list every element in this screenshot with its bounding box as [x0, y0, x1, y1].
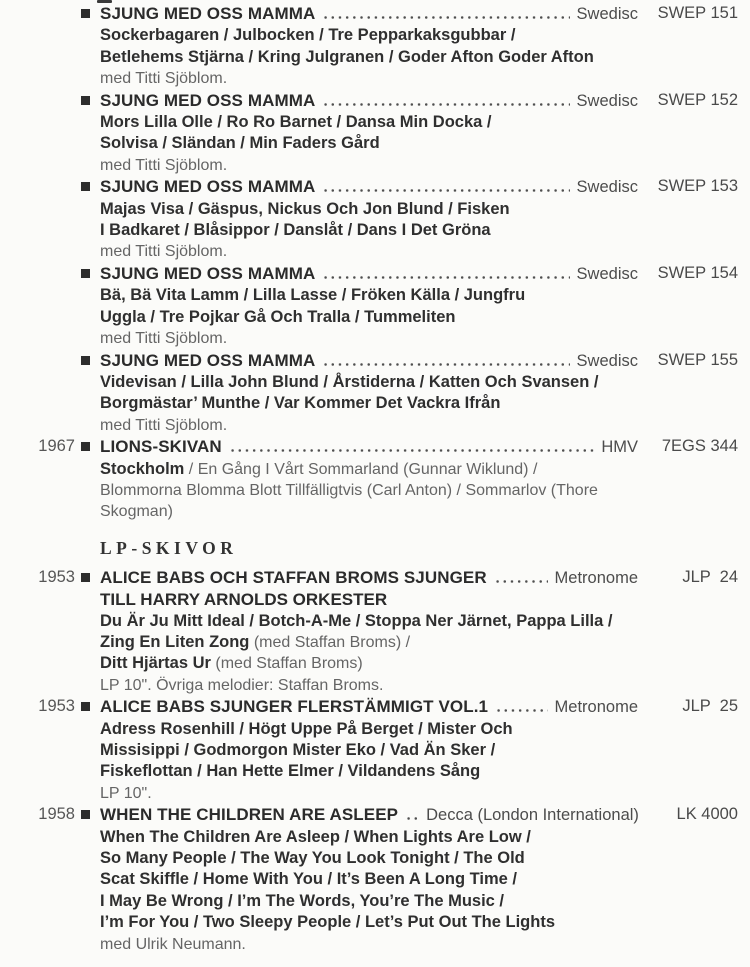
- catalog-number: JLP 25: [682, 697, 738, 716]
- entry-title: SJUNG MED OSS MAMMA: [100, 263, 316, 283]
- credit-text: med Titti Sjöblom.: [100, 330, 228, 348]
- credit-text: med Titti Sjöblom.: [100, 416, 228, 434]
- track-titles-text: Sockerbagaren / Julbocken / Tre Pepparkaksgubbar /: [100, 26, 516, 45]
- catalog-number: SWEP 152: [657, 90, 738, 109]
- catalog-number: JLP 24: [682, 567, 738, 586]
- track-list-line: [100, 719, 638, 740]
- bullet-square-icon: [81, 442, 90, 451]
- entry-content: [100, 3, 638, 90]
- track-list-line: [100, 848, 638, 869]
- track-list-line: [100, 675, 638, 696]
- credit-text: LP 10".: [100, 784, 152, 802]
- bullet-cell: [75, 567, 100, 588]
- dot-leader-icon: [494, 580, 548, 583]
- entry-title: SJUNG MED OSS MAMMA: [100, 4, 316, 23]
- entry-year: 1953: [38, 567, 75, 586]
- track-list-line: [100, 328, 638, 349]
- track-list-line: [100, 891, 638, 912]
- dot-leader-icon: [322, 103, 569, 106]
- record-label: Swedisc: [576, 91, 638, 110]
- bullet-cell: [75, 263, 100, 284]
- track-list-line: [100, 155, 638, 176]
- track-list-line: [100, 827, 638, 848]
- entry-year: 1958: [38, 805, 75, 824]
- entry-title-row: [100, 350, 638, 372]
- track-titles-text: Betlehems Stjärna / Kring Julgranen / Goder Afton Goder Afton: [100, 47, 594, 66]
- credit-text: LP 10". Övriga melodier: Staffan Broms.: [100, 676, 384, 694]
- bullet-square-icon: [81, 269, 90, 278]
- track-list-line: [100, 783, 638, 804]
- track-titles-text: I’m For You / Two Sleepy People / Let’s Put Out The Lights: [100, 913, 556, 932]
- track-titles-text: Bä, Bä Vita Lamm / Lilla Lasse / Fröken Källa / Jungfru: [100, 286, 526, 305]
- entry-title-row: [100, 436, 638, 458]
- dot-leader-icon: [229, 449, 595, 452]
- credit-text: med Titti Sjöblom.: [100, 156, 228, 174]
- entry-content: [100, 567, 638, 696]
- bullet-cell: [75, 90, 100, 111]
- catalog-number: LK 4000: [676, 805, 738, 824]
- bullet-cell: [75, 804, 100, 825]
- track-list-line: [100, 112, 638, 133]
- entry-title-row: [100, 567, 638, 589]
- entry: [12, 436, 738, 523]
- credit-text: / En Gång I Vårt Sommarland (Gunnar Wiklund) /: [184, 460, 538, 478]
- bullet-square-icon: [81, 9, 90, 18]
- track-list-line: [100, 133, 638, 154]
- track-list-line: [100, 459, 638, 480]
- catalog-number: SWEP 155: [657, 350, 738, 369]
- entry-content: [100, 263, 638, 350]
- bullet-square-icon: [81, 702, 90, 711]
- entry-title: LIONS-SKIVAN: [100, 437, 222, 457]
- entry-content: [100, 350, 638, 437]
- entry: [12, 696, 738, 804]
- entry-content: [100, 696, 638, 804]
- track-titles-text: Adress Rosenhill / Högt Uppe På Berget / Mister Och: [100, 719, 513, 738]
- track-list-line: [100, 761, 638, 782]
- entry-title-row: [100, 804, 638, 826]
- bullet-square-icon: [81, 810, 90, 819]
- entry-title: WHEN THE CHILDREN ARE ASLEEP: [100, 805, 399, 825]
- dot-leader-icon: [495, 709, 547, 712]
- track-titles-text: Du Är Ju Mitt Ideal / Botch-A-Me / Stoppa Ner Järnet, Pappa Lilla /: [100, 611, 613, 630]
- dot-leader-icon: [322, 363, 569, 366]
- entry-title: SJUNG MED OSS MAMMA: [100, 90, 316, 110]
- bullet-square-icon: [81, 573, 90, 582]
- entry: [12, 263, 738, 350]
- track-titles-text: Majas Visa / Gäspus, Nickus Och Jon Blund / Fisken: [100, 199, 510, 218]
- catalog-number: SWEP 153: [657, 177, 738, 196]
- entry-title-row: [100, 696, 638, 718]
- record-label: Swedisc: [576, 5, 638, 23]
- entry: [12, 567, 738, 696]
- credit-text: med Ulrik Neumann.: [100, 935, 246, 953]
- entry-content: [100, 90, 638, 177]
- entry-title-row: [100, 263, 638, 285]
- track-list-line: [100, 934, 638, 955]
- track-titles-text: Borgmästar’ Munthe / Var Kommer Det Vackra Ifrån: [100, 394, 501, 413]
- track-titles-text: Solvisa / Sländan / Min Faders Gård: [100, 134, 380, 153]
- entry-year: 1953: [38, 697, 75, 716]
- entry-year: 1967: [38, 437, 75, 456]
- record-label: Swedisc: [576, 264, 638, 283]
- bullet-cell: [75, 696, 100, 717]
- credit-text: med Titti Sjöblom.: [100, 243, 228, 261]
- track-list-line: [100, 220, 638, 241]
- credit-text: Blommorna Blomma Blott Tillfälligtvis (Carl Anton) / Sommarlov (Thore Skogman): [100, 481, 598, 521]
- track-list-line: [100, 653, 638, 674]
- lp-section: [12, 567, 738, 955]
- track-titles-text: So Many People / The Way You Look Tonight / The Old: [100, 849, 525, 868]
- entry-content: [100, 176, 638, 263]
- entry: [12, 90, 738, 177]
- track-titles-text: Ditt Hjärtas Ur: [100, 654, 211, 673]
- track-titles-text: Scat Skiffle / Home With You / It’s Been A Long Time /: [100, 870, 517, 889]
- track-titles-text: Uggla / Tre Pojkar Gå Och Tralla / Tummeliten: [100, 307, 456, 326]
- bullet-square-icon: [81, 96, 90, 105]
- entry: [12, 350, 738, 437]
- track-list-line: [100, 740, 638, 761]
- track-titles-text: Zing En Liten Zong: [100, 632, 250, 651]
- record-label: Swedisc: [576, 178, 638, 197]
- dot-leader-icon: [322, 189, 569, 192]
- track-list-line: [100, 611, 638, 632]
- track-titles-text: When The Children Are Asleep / When Lights Are Low /: [100, 827, 531, 846]
- catalog-number: 7EGS 344: [661, 437, 738, 456]
- track-list-line: [100, 199, 638, 220]
- catalog-number: SWEP 151: [657, 4, 738, 22]
- track-list-line: [100, 912, 638, 933]
- track-list-line: [100, 68, 638, 89]
- entry-title-row: [100, 90, 638, 112]
- track-titles-text: Missisippi / Godmorgon Mister Eko / Vad Än Sker /: [100, 741, 496, 759]
- entry: [12, 176, 738, 263]
- entry-title: SJUNG MED OSS MAMMA: [100, 350, 316, 370]
- entry: [12, 3, 738, 90]
- entry-content: [100, 436, 638, 523]
- entry-title-row: [100, 176, 638, 198]
- track-list-line: [100, 869, 638, 890]
- track-list-line: [100, 632, 638, 653]
- track-list-line: [100, 393, 638, 414]
- track-titles-text: Videvisan / Lilla John Blund / Årstiderna / Katten Och Svansen /: [100, 372, 599, 391]
- track-list-line: [100, 241, 638, 262]
- bullet-square-icon: [81, 356, 90, 365]
- dot-leader-icon: [405, 817, 419, 820]
- track-titles-text: I Badkaret / Blåsippor / Danslåt / Dans I Det Gröna: [100, 221, 491, 240]
- bullet-cell: [75, 176, 100, 197]
- record-label: HMV: [601, 438, 638, 457]
- entry-title: ALICE BABS OCH STAFFAN BROMS SJUNGER: [100, 567, 487, 587]
- catalog-number: SWEP 154: [657, 263, 738, 282]
- record-label: Metronome: [554, 698, 638, 717]
- entry-title: SJUNG MED OSS MAMMA: [100, 177, 316, 197]
- bullet-cell: [75, 436, 100, 457]
- track-titles-text: Stockholm: [100, 459, 185, 478]
- bullet-cell: [75, 350, 100, 371]
- bullet-cell: [75, 3, 100, 24]
- track-list-line: [100, 285, 638, 306]
- entry-title-row: [100, 3, 638, 25]
- credit-text: (med Staffan Broms): [210, 655, 363, 673]
- entry-content: [100, 804, 638, 955]
- dot-leader-icon: [322, 16, 569, 19]
- record-label: Decca (London International): [426, 806, 639, 825]
- dot-leader-icon: [322, 276, 569, 279]
- track-list-line: [100, 307, 638, 328]
- track-titles-text: I May Be Wrong / I’m The Words, You’re The Music /: [100, 891, 505, 910]
- lp-section-heading: LP-SKIVOR: [100, 537, 238, 558]
- record-label: Metronome: [554, 568, 638, 587]
- entry: [12, 804, 738, 955]
- track-list-line: [100, 372, 638, 393]
- credit-text: (med Staffan Broms) /: [249, 633, 411, 651]
- credit-text: med Titti Sjöblom.: [100, 70, 228, 88]
- singles-section: [12, 3, 738, 523]
- record-label: Swedisc: [576, 351, 638, 370]
- track-list-line: [100, 47, 638, 68]
- entry-title: ALICE BABS SJUNGER FLERSTÄMMIGT VOL.1: [100, 697, 489, 717]
- track-list-line: [100, 25, 638, 46]
- track-list-line: [100, 480, 638, 523]
- entry-title-line2: TILL HARRY ARNOLDS ORKESTER: [100, 590, 388, 610]
- track-list-line: [100, 415, 638, 436]
- bullet-square-icon: [81, 182, 90, 191]
- track-titles-text: Fiskeflottan / Han Hette Elmer / Vildandens Sång: [100, 762, 481, 781]
- track-titles-text: Mors Lilla Olle / Ro Ro Barnet / Dansa Min Docka /: [100, 113, 492, 132]
